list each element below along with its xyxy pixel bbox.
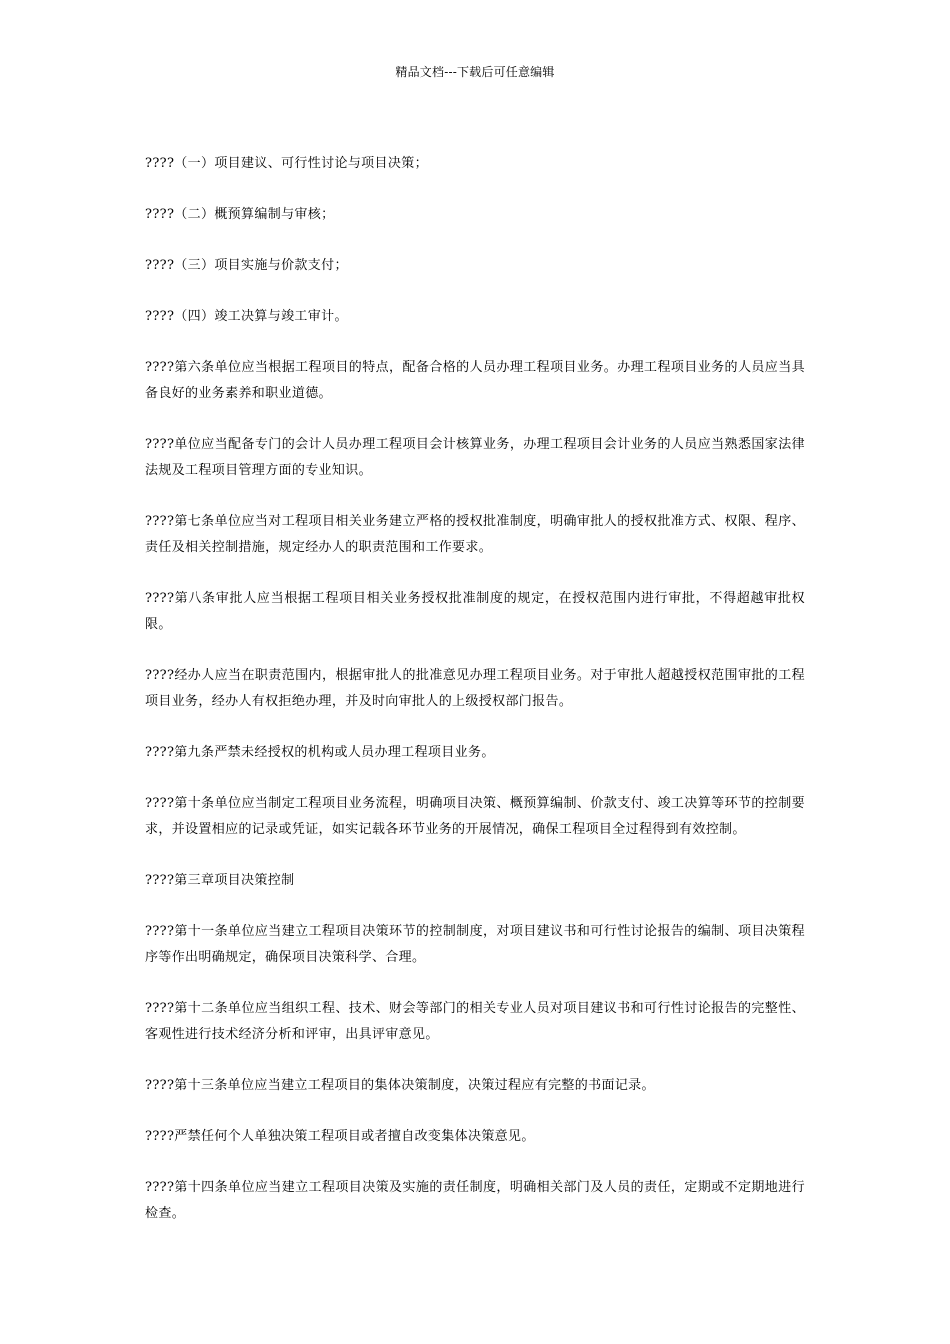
paragraph: ????第十四条单位应当建立工程项目决策及实施的责任制度，明确相关部门及人员的责任，定期或不定期地进行检查。 <box>145 1180 805 1221</box>
document-body <box>145 151 805 1252</box>
paragraph: ????（四）竣工决算与竣工审计。 <box>145 309 348 324</box>
paragraph: ????单位应当配备专门的会计人员办理工程项目会计核算业务，办理工程项目会计业务的人员应当熟悉国家法律法规及工程项目管理方面的专业知识。 <box>145 437 805 478</box>
paragraph: ????（三）项目实施与价款支付； <box>145 258 348 273</box>
paragraph: ????第七条单位应当对工程项目相关业务建立严格的授权批准制度，明确审批人的授权批准方式、权限、程序、责任及相关控制措施，规定经办人的职责范围和工作要求。 <box>145 514 805 555</box>
paragraph: ????严禁任何个人单独决策工程项目或者擅自改变集体决策意见。 <box>145 1129 535 1144</box>
chapter-heading: ????第三章项目决策控制 <box>145 873 295 888</box>
paragraph: ????第十一条单位应当建立工程项目决策环节的控制制度，对项目建议书和可行性讨论报告的编制、项目决策程序等作出明确规定，确保项目决策科学、合理。 <box>145 924 805 965</box>
paragraph: ????第六条单位应当根据工程项目的特点，配备合格的人员办理工程项目业务。办理工程项目业务的人员应当具备良好的业务素养和职业道德。 <box>145 360 805 401</box>
paragraph: ????第十二条单位应当组织工程、技术、财会等部门的相关专业人员对项目建议书和可行性讨论报告的完整性、客观性进行技术经济分析和评审，出具评审意见。 <box>145 1001 805 1042</box>
paragraph: ????第八条审批人应当根据工程项目相关业务授权批准制度的规定，在授权范围内进行审批，不得超越审批权限。 <box>145 591 805 632</box>
paragraph: ????经办人应当在职责范围内，根据审批人的批准意见办理工程项目业务。对于审批人超越授权范围审批的工程项目业务，经办人有权拒绝办理，并及时向审批人的上级授权部门报告。 <box>145 668 805 709</box>
paragraph: ????第九条严禁未经授权的机构或人员办理工程项目业务。 <box>145 745 495 760</box>
page-header: 精品文档---下载后可任意编辑 <box>395 65 555 79</box>
paragraph: ????（一）项目建议、可行性讨论与项目决策； <box>145 156 428 171</box>
paragraph: ????第十三条单位应当建立工程项目的集体决策制度，决策过程应有完整的书面记录。 <box>145 1078 655 1093</box>
paragraph: ????第十条单位应当制定工程项目业务流程，明确项目决策、概预算编制、价款支付、竣工决算等环节的控制要求，并设置相应的记录或凭证，如实记载各环节业务的开展情况，确保工程项目全过程得到有效控制。 <box>145 796 805 837</box>
paragraph: ????（二）概预算编制与审核； <box>145 207 335 222</box>
